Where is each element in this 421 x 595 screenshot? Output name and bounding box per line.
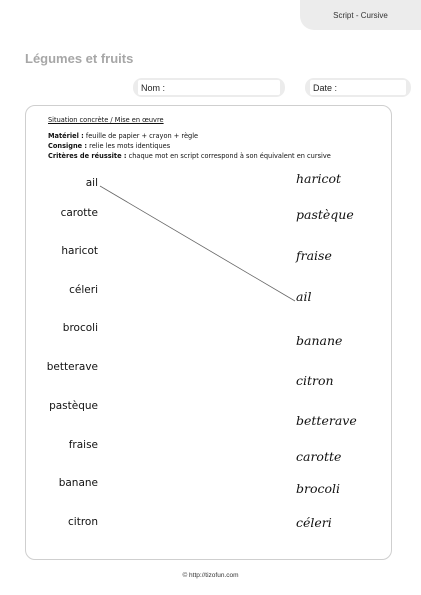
script-word-banane[interactable]: banane bbox=[58, 477, 98, 489]
script-word-haricot[interactable]: haricot bbox=[61, 245, 98, 257]
situation-heading: Situation concrète / Mise en œuvre bbox=[48, 116, 164, 124]
script-word-betterave[interactable]: betterave bbox=[46, 361, 98, 373]
date-label: Date : bbox=[310, 80, 406, 95]
consigne-label: Consigne : bbox=[48, 142, 88, 150]
materiel-text: feuille de papier + crayon + règle bbox=[83, 132, 199, 140]
nom-label: Nom : bbox=[138, 80, 280, 95]
materiel-label: Matériel : bbox=[48, 132, 84, 140]
criteres-text: chaque mot en script correspond à son équivalent en cursive bbox=[126, 152, 331, 160]
cursive-word-brocoli[interactable]: brocoli bbox=[296, 481, 341, 496]
tab-label: Script - Cursive bbox=[333, 10, 388, 20]
criteres-label: Critères de réussite : bbox=[48, 152, 127, 160]
cursive-word-carotte[interactable]: carotte bbox=[296, 449, 342, 464]
script-word-celeri[interactable]: céleri bbox=[69, 284, 98, 296]
script-word-ail[interactable]: ail bbox=[85, 177, 98, 189]
cursive-word-celeri[interactable]: céleri bbox=[296, 515, 332, 530]
footer-url[interactable]: http://tizofun.com bbox=[189, 572, 239, 579]
script-word-carotte[interactable]: carotte bbox=[60, 207, 98, 219]
script-word-pasteque[interactable]: pastèque bbox=[49, 400, 98, 412]
cursive-word-ail[interactable]: ail bbox=[296, 289, 312, 304]
script-word-fraise[interactable]: fraise bbox=[68, 439, 98, 451]
cursive-word-citron[interactable]: citron bbox=[296, 373, 334, 388]
page-title: Légumes et fruits bbox=[25, 51, 134, 66]
script-word-citron[interactable]: citron bbox=[68, 516, 98, 528]
cursive-word-fraise[interactable]: fraise bbox=[296, 248, 332, 263]
script-word-brocoli[interactable]: brocoli bbox=[62, 322, 98, 334]
copyright-icon: © bbox=[182, 572, 188, 579]
consigne-text: relie les mots identiques bbox=[87, 142, 171, 150]
cursive-word-haricot[interactable]: haricot bbox=[296, 171, 342, 186]
cursive-word-banane[interactable]: banane bbox=[296, 333, 343, 348]
footer bbox=[0, 572, 421, 579]
cursive-word-betterave[interactable]: betterave bbox=[296, 413, 357, 428]
cursive-word-pasteque[interactable]: pastèque bbox=[296, 207, 354, 222]
connector-line bbox=[100, 186, 295, 301]
